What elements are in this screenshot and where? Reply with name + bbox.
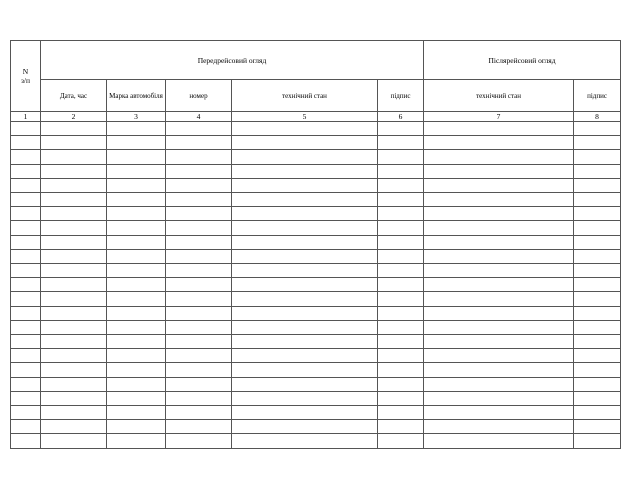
table-cell	[424, 363, 574, 377]
header-pre-signature: підпис	[378, 80, 424, 112]
table-cell	[232, 136, 378, 150]
table-cell	[378, 178, 424, 192]
table-cell	[574, 306, 621, 320]
table-cell	[378, 122, 424, 136]
table-cell	[107, 136, 166, 150]
header-post-signature: підпис	[574, 80, 621, 112]
table-cell	[574, 377, 621, 391]
table-row	[11, 136, 621, 150]
table-cell	[166, 391, 232, 405]
table-row	[11, 178, 621, 192]
table-row	[11, 193, 621, 207]
table-cell	[41, 122, 107, 136]
table-cell	[41, 235, 107, 249]
table-cell	[41, 193, 107, 207]
table-cell	[41, 420, 107, 434]
table-row	[11, 278, 621, 292]
table-cell	[574, 221, 621, 235]
table-row	[11, 122, 621, 136]
table-cell	[424, 122, 574, 136]
table-cell	[166, 420, 232, 434]
table-cell	[378, 377, 424, 391]
header-post-technical-condition: технічний стан	[424, 80, 574, 112]
table-cell	[574, 178, 621, 192]
table-cell	[11, 221, 41, 235]
table-row	[11, 349, 621, 363]
table-cell	[574, 292, 621, 306]
header-pre-trip-inspection: Передрейсовий огляд	[41, 41, 424, 80]
table-cell	[166, 349, 232, 363]
table-cell	[378, 278, 424, 292]
table-cell	[11, 178, 41, 192]
column-number: 5	[232, 112, 378, 122]
table-cell	[574, 164, 621, 178]
inspection-log-form	[10, 40, 620, 449]
table-cell	[424, 164, 574, 178]
table-cell	[107, 349, 166, 363]
table-cell	[424, 420, 574, 434]
table-cell	[11, 391, 41, 405]
table-cell	[232, 235, 378, 249]
table-cell	[574, 335, 621, 349]
table-row	[11, 249, 621, 263]
table-cell	[378, 363, 424, 377]
table-cell	[107, 320, 166, 334]
table-cell	[232, 221, 378, 235]
table-cell	[424, 278, 574, 292]
table-cell	[107, 264, 166, 278]
table-cell	[41, 306, 107, 320]
table-cell	[232, 377, 378, 391]
table-cell	[574, 363, 621, 377]
table-cell	[574, 391, 621, 405]
table-cell	[424, 178, 574, 192]
table-cell	[107, 306, 166, 320]
table-cell	[166, 335, 232, 349]
table-cell	[574, 122, 621, 136]
table-row	[11, 221, 621, 235]
table-cell	[41, 349, 107, 363]
table-cell	[378, 221, 424, 235]
table-cell	[424, 207, 574, 221]
table-cell	[232, 292, 378, 306]
column-number: 7	[424, 112, 574, 122]
table-cell	[107, 278, 166, 292]
table-cell	[574, 207, 621, 221]
table-cell	[378, 434, 424, 449]
table-cell	[41, 363, 107, 377]
table-cell	[574, 278, 621, 292]
table-cell	[424, 406, 574, 420]
table-cell	[11, 434, 41, 449]
header-row-number-sub: з/п	[20, 76, 31, 85]
table-cell	[232, 249, 378, 263]
table-cell	[41, 292, 107, 306]
column-number: 8	[574, 112, 621, 122]
table-cell	[41, 434, 107, 449]
table-cell	[232, 122, 378, 136]
table-cell	[574, 249, 621, 263]
column-number: 4	[166, 112, 232, 122]
table-cell	[41, 207, 107, 221]
table-cell	[107, 406, 166, 420]
table-cell	[11, 335, 41, 349]
table-cell	[424, 349, 574, 363]
table-cell	[107, 150, 166, 164]
table-cell	[232, 363, 378, 377]
table-cell	[378, 391, 424, 405]
table-cell	[107, 363, 166, 377]
table-row	[11, 363, 621, 377]
table-cell	[378, 306, 424, 320]
table-cell	[574, 136, 621, 150]
table-cell	[41, 249, 107, 263]
table-cell	[166, 278, 232, 292]
table-cell	[378, 264, 424, 278]
table-cell	[424, 391, 574, 405]
table-cell	[574, 420, 621, 434]
header-pre-technical-condition: технічний стан	[232, 80, 378, 112]
table-cell	[41, 136, 107, 150]
table-cell	[424, 292, 574, 306]
table-cell	[574, 349, 621, 363]
table-cell	[107, 377, 166, 391]
table-cell	[232, 420, 378, 434]
table-cell	[424, 221, 574, 235]
table-row	[11, 306, 621, 320]
table-cell	[166, 264, 232, 278]
table-cell	[107, 335, 166, 349]
table-cell	[166, 164, 232, 178]
table-cell	[378, 136, 424, 150]
table-row	[11, 335, 621, 349]
table-cell	[166, 150, 232, 164]
table-cell	[378, 406, 424, 420]
column-number: 6	[378, 112, 424, 122]
table-cell	[11, 349, 41, 363]
table-cell	[424, 434, 574, 449]
table-cell	[424, 249, 574, 263]
table-cell	[232, 264, 378, 278]
table-cell	[41, 150, 107, 164]
table-cell	[378, 292, 424, 306]
table-cell	[166, 178, 232, 192]
table-row	[11, 264, 621, 278]
table-cell	[166, 406, 232, 420]
table-cell	[11, 122, 41, 136]
table-cell	[574, 150, 621, 164]
table-cell	[107, 420, 166, 434]
table-cell	[378, 207, 424, 221]
table-cell	[41, 335, 107, 349]
table-cell	[41, 278, 107, 292]
table-cell	[166, 136, 232, 150]
table-cell	[166, 193, 232, 207]
table-cell	[424, 193, 574, 207]
header-row-number-label: N	[22, 67, 29, 76]
table-cell	[11, 377, 41, 391]
table-row	[11, 434, 621, 449]
table-cell	[11, 136, 41, 150]
table-cell	[574, 406, 621, 420]
table-cell	[378, 193, 424, 207]
header-post-trip-inspection: Післярейсовий огляд	[424, 41, 621, 80]
table-cell	[424, 320, 574, 334]
table-row	[11, 391, 621, 405]
table-cell	[232, 406, 378, 420]
table-cell	[11, 320, 41, 334]
table-cell	[232, 150, 378, 164]
table-cell	[378, 335, 424, 349]
table-cell	[107, 391, 166, 405]
table-cell	[378, 150, 424, 164]
table-cell	[232, 193, 378, 207]
table-cell	[41, 391, 107, 405]
table-cell	[232, 391, 378, 405]
table-cell	[166, 207, 232, 221]
table-cell	[378, 420, 424, 434]
table-cell	[11, 363, 41, 377]
table-cell	[11, 235, 41, 249]
table-cell	[166, 122, 232, 136]
column-number: 1	[11, 112, 41, 122]
table-cell	[574, 320, 621, 334]
table-cell	[166, 320, 232, 334]
table-cell	[107, 193, 166, 207]
table-cell	[107, 164, 166, 178]
table-cell	[232, 178, 378, 192]
header-plate-number: номер	[166, 80, 232, 112]
table-cell	[232, 349, 378, 363]
table-cell	[41, 164, 107, 178]
table-cell	[424, 377, 574, 391]
table-cell	[424, 136, 574, 150]
table-cell	[11, 150, 41, 164]
table-cell	[107, 434, 166, 449]
table-cell	[107, 221, 166, 235]
table-cell	[41, 221, 107, 235]
column-number: 2	[41, 112, 107, 122]
table-cell	[166, 292, 232, 306]
table-cell	[378, 320, 424, 334]
table-cell	[166, 235, 232, 249]
table-cell	[41, 406, 107, 420]
table-cell	[232, 306, 378, 320]
table-row	[11, 320, 621, 334]
table-cell	[41, 320, 107, 334]
table-row	[11, 420, 621, 434]
table-row	[11, 377, 621, 391]
table-row	[11, 235, 621, 249]
table-cell	[107, 235, 166, 249]
table-cell	[11, 207, 41, 221]
table-cell	[107, 292, 166, 306]
table-cell	[107, 207, 166, 221]
table-cell	[166, 377, 232, 391]
table-row	[11, 292, 621, 306]
table-row	[11, 150, 621, 164]
table-cell	[166, 221, 232, 235]
table-cell	[11, 406, 41, 420]
table-cell	[378, 235, 424, 249]
table-cell	[424, 306, 574, 320]
header-row-number	[11, 41, 41, 112]
header-date-time: Дата, час	[41, 80, 107, 112]
table-cell	[166, 306, 232, 320]
table-cell	[232, 164, 378, 178]
table-cell	[424, 264, 574, 278]
table-cell	[232, 335, 378, 349]
table-row	[11, 207, 621, 221]
table-cell	[232, 207, 378, 221]
log-body	[11, 122, 621, 449]
table-cell	[232, 434, 378, 449]
header-car-make: Марка автомобіля	[107, 80, 166, 112]
table-cell	[166, 434, 232, 449]
table-cell	[378, 249, 424, 263]
table-cell	[424, 335, 574, 349]
inspection-log-table	[10, 40, 621, 449]
table-cell	[424, 150, 574, 164]
table-cell	[11, 264, 41, 278]
table-cell	[11, 249, 41, 263]
table-cell	[11, 292, 41, 306]
table-cell	[11, 193, 41, 207]
table-cell	[232, 320, 378, 334]
table-cell	[424, 235, 574, 249]
table-cell	[41, 178, 107, 192]
table-cell	[107, 249, 166, 263]
table-cell	[11, 306, 41, 320]
table-cell	[166, 249, 232, 263]
table-cell	[232, 278, 378, 292]
table-cell	[11, 420, 41, 434]
table-cell	[41, 264, 107, 278]
table-cell	[574, 193, 621, 207]
table-cell	[574, 235, 621, 249]
table-cell	[41, 377, 107, 391]
column-number: 3	[107, 112, 166, 122]
table-cell	[166, 363, 232, 377]
table-cell	[11, 164, 41, 178]
table-row	[11, 164, 621, 178]
table-cell	[11, 278, 41, 292]
table-row	[11, 406, 621, 420]
table-cell	[378, 349, 424, 363]
table-cell	[107, 122, 166, 136]
table-cell	[378, 164, 424, 178]
table-cell	[107, 178, 166, 192]
table-cell	[574, 264, 621, 278]
table-cell	[574, 434, 621, 449]
